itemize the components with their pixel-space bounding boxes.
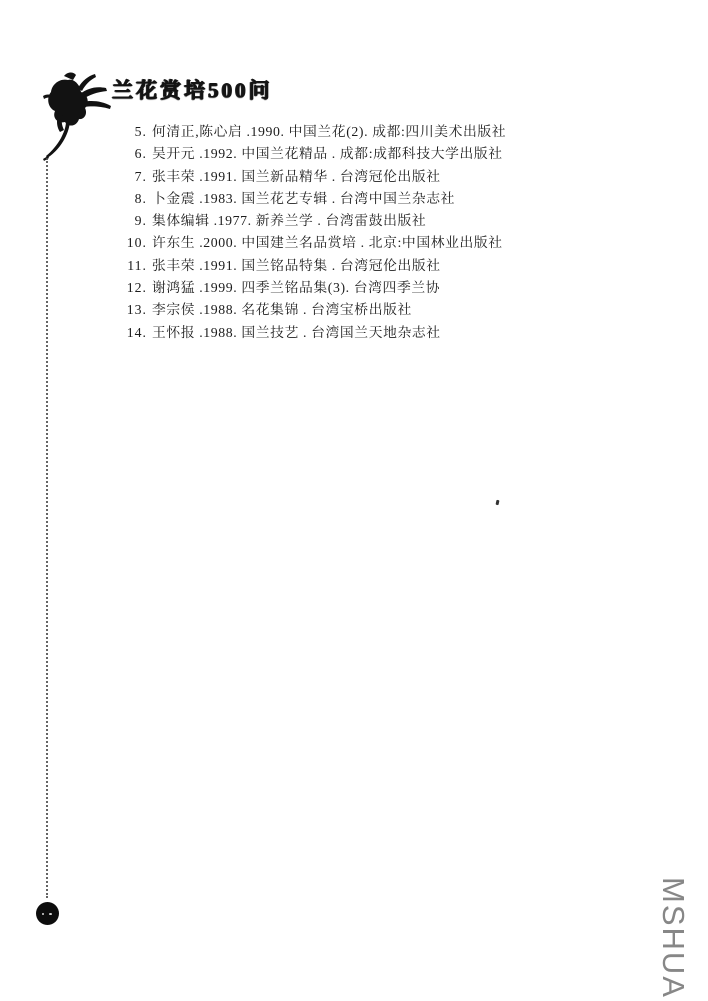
reference-item — [0, 121, 600, 143]
page-title: 兰花赏培500问 — [112, 78, 273, 102]
watermark-text: MSHUA — [656, 877, 691, 999]
reference-text: 集体编辑 .1977. 新养兰学 . 台湾雷鼓出版社 — [152, 213, 427, 229]
reference-item — [0, 277, 600, 299]
reference-item — [0, 299, 600, 321]
reference-text: 谢鸿猛 .1999. 四季兰铭品集(3). 台湾四季兰协 — [152, 280, 441, 296]
reference-text: 张丰荣 .1991. 国兰新品精华 . 台湾冠伦出版社 — [152, 168, 441, 184]
reference-text: 卜金震 .1983. 国兰花艺专辑 . 台湾中国兰杂志社 — [152, 190, 456, 206]
reference-number: 9. — [134, 213, 147, 229]
reference-text: 王怀报 .1988. 国兰技艺 . 台湾国兰天地杂志社 — [152, 324, 441, 340]
reference-number: 12. — [126, 280, 147, 296]
reference-item — [0, 255, 600, 277]
reference-text: 张丰荣 .1991. 国兰铭品特集 . 台湾冠伦出版社 — [152, 257, 441, 273]
reference-list — [0, 121, 600, 344]
reference-number: 8. — [134, 190, 147, 206]
reference-text: 何清正,陈心启 .1990. 中国兰花(2). 成都:四川美术出版社 — [152, 124, 507, 139]
page-number-fleck — [49, 913, 52, 915]
reference-text: 许东生 .2000. 中国建兰名品赏培 . 北京:中国林业出版社 — [152, 235, 503, 251]
page-number-dot — [36, 902, 59, 925]
reference-item — [0, 232, 600, 254]
reference-text: 吴开元 .1992. 中国兰花精品 . 成都:成都科技大学出版社 — [152, 146, 503, 162]
reference-item — [0, 322, 600, 344]
reference-number: 11. — [127, 257, 147, 273]
reference-number: 14. — [126, 324, 147, 340]
reference-number: 13. — [126, 302, 147, 318]
page-number-fleck — [42, 913, 44, 915]
reference-item — [0, 210, 600, 232]
reference-item — [0, 166, 600, 188]
reference-number: 6. — [134, 146, 147, 162]
scan-speck — [496, 500, 500, 506]
reference-item — [0, 188, 600, 210]
reference-number: 5. — [134, 124, 147, 139]
reference-item — [0, 143, 600, 165]
reference-number: 10. — [126, 235, 147, 251]
reference-number: 7. — [134, 168, 147, 184]
reference-text: 李宗侯 .1988. 名花集锦 . 台湾宝桥出版社 — [152, 302, 412, 318]
